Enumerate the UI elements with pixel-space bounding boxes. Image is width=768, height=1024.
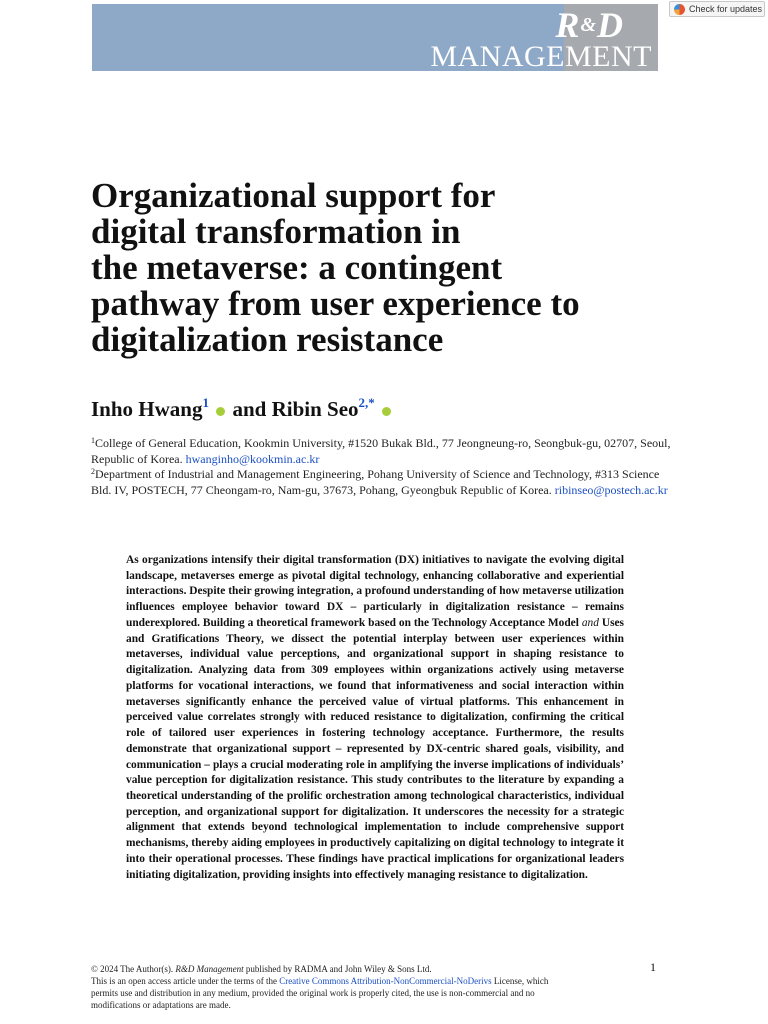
check-for-updates-label: Check for updates bbox=[689, 4, 763, 14]
crossmark-icon bbox=[674, 4, 685, 15]
email-link[interactable]: ribinseo@postech.ac.kr bbox=[554, 483, 668, 497]
orcid-icon[interactable] bbox=[382, 407, 391, 416]
abstract: As organizations intensify their digital transformation (DX) initiatives to navigate the evolving digital landscape, metaverses emerge as pivotal digital technology, enhancing collaborative and experiential interactions. Despite their growing integration, a profound understanding of how metaverse utilization influences employee behavior toward DX – particularly in digitalization resistance – remains underexplored. Building a theoretical framework based on the Technology Acceptance Model and Uses and Gratifications Theory, we dissect the potential interplay between user experiences within metaverses, individual value perceptions, and organizational support in shaping resistance to digitalization. Analyzing data from 309 employees within organizations actively using metaverse platforms for vocational interactions, we found that informativeness and social interaction within metaverses significantly enhance the perceived value of virtual platforms. This enhancement in perceived value correlates strongly with reduced resistance to digitalization, confirming the critical role of tailored user experiences in fostering technology acceptance. Furthermore, the results demonstrate that organizational support – represented by DX-centric shared goals, visibility, and communication – plays a crucial moderating role in amplifying the inverse implications of individuals’ value perception for digitalization resistance. This study contributes to the literature by expanding a theoretical understanding of the prolific orchestration among technological characteristics, individual perception, and organizational support for digitalization. It underscores the necessity for a strategic alignment that extends beyond technological implementation to include comprehensive support mechanisms, thereby aiding employees in productively capitalizing on digital technology to integrate it into their operational processes. These findings have practical implications for organizational leaders initiating digitalization, providing insights into effectively managing resistance to digitalization. bbox=[126, 554, 624, 881]
author-name: Inho Hwang bbox=[91, 397, 203, 421]
journal-logo-management: MANAGEMENT bbox=[430, 40, 652, 73]
affiliation-1: $^1$College of General Education, Kookmin University, #1520 Bukak Bld., 77 Jeongneung-ro, Seongbuk-gu, 02707, Seoul, Republic of Korea. hwanginho@kookmin.ac.kr bbox=[91, 436, 671, 466]
author-name: Ribin Seo bbox=[271, 397, 359, 421]
affiliation-2: $^2$Department of Industrial and Management Engineering, Pohang University of Science and Technology, #313 Science Bld. IV, POSTECH, 77 Cheongam-ro, Nam-gu, 37673, Pohang, Gyeongbuk Republic of Korea. ribinseo@postech.ac.kr bbox=[91, 467, 668, 497]
affiliation-link[interactable]: 2,* bbox=[358, 395, 375, 410]
article-title: Organizational support for digital transformation in the metaverse: a contingent pathway from user experience to digitalization resistance bbox=[91, 176, 580, 359]
journal-banner bbox=[92, 4, 658, 71]
orcid-icon[interactable] bbox=[216, 407, 225, 416]
email-link[interactable]: hwanginho@kookmin.ac.kr bbox=[185, 452, 320, 466]
license-link[interactable]: Creative Commons Attribution-NonCommercial-NoDerivs bbox=[279, 976, 492, 986]
footer-license: © 2024 The Author(s). R&D Management published by RADMA and John Wiley & Sons Ltd. This is an open access article under the terms of the Creative Commons Attribution-NonCommercial-NoDerivs License, which permits use and distribution in any medium, provided the original work is properly cited, the use is non-commercial and no modifications or adaptations are made. bbox=[91, 964, 549, 1010]
author-list: Inho Hwang$^1$ and Ribin Seo$^{2,*}$ bbox=[91, 390, 393, 422]
journal-logo-rd: R&D bbox=[555, 5, 624, 45]
affiliation-link[interactable]: 1 bbox=[202, 395, 209, 410]
page-number: 1 bbox=[650, 960, 656, 974]
check-for-updates-button[interactable] bbox=[669, 1, 765, 17]
